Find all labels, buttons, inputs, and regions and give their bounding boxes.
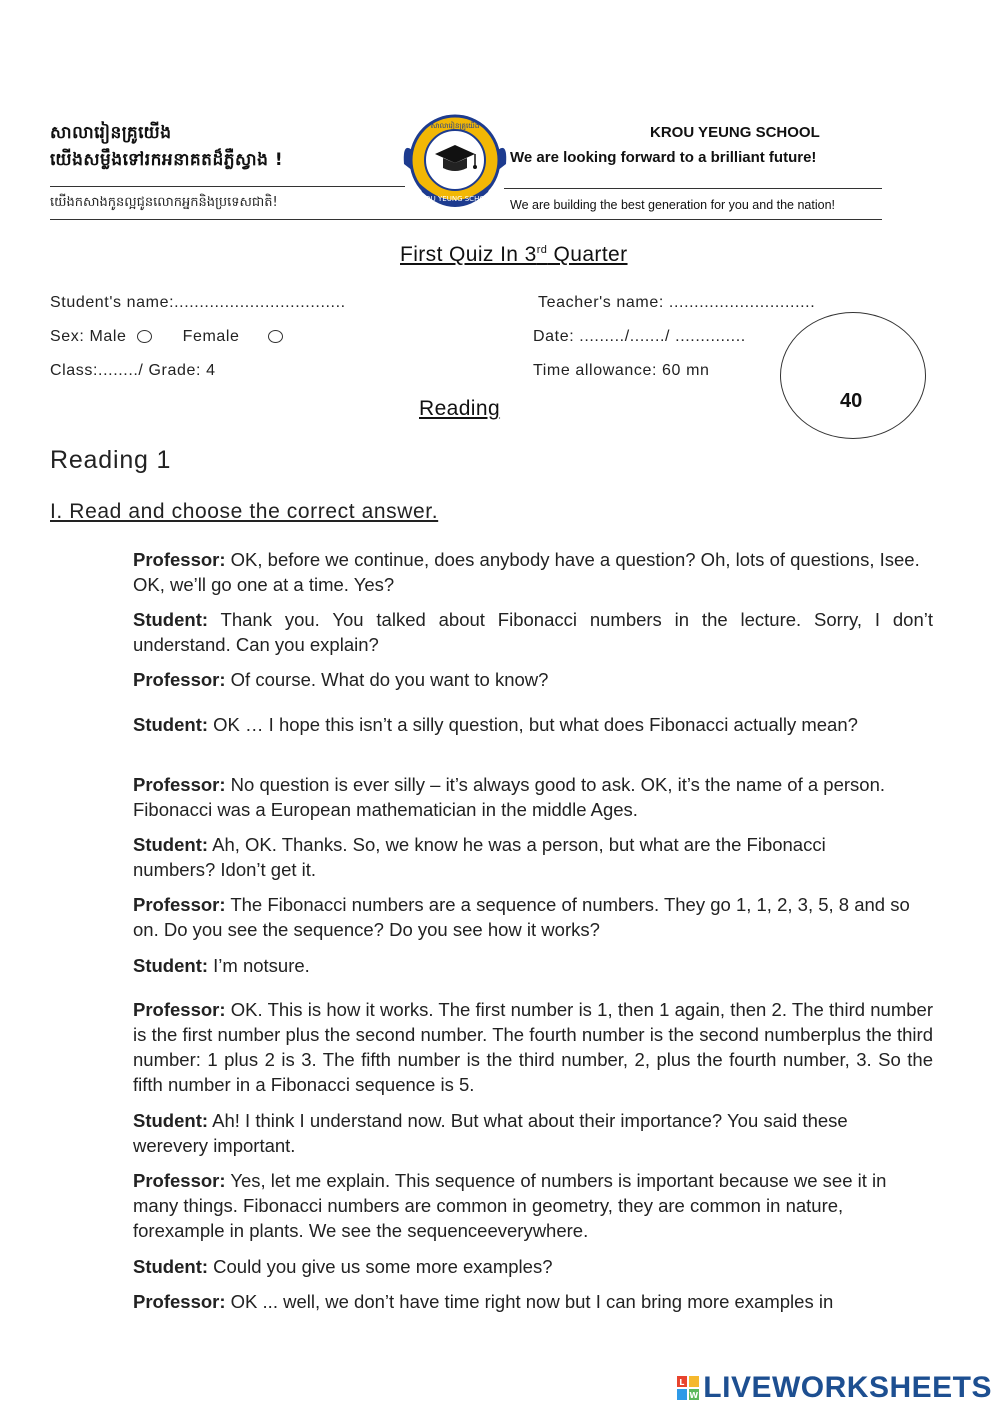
section-title: Reading [419,397,501,420]
instruction: I. Read and choose the correct answer. [50,500,439,523]
dialogue-line [133,772,903,822]
logo-ring-text-bottom: KROU YEUNG SCHOOL [415,195,495,203]
speaker-label: Professor: [133,1170,226,1191]
dialogue-line [133,1168,923,1243]
dialogue-text: No question is ever silly – it’s always good to ask. OK, it’s the name of a person. Fibonacci was a European mathematician in the middle Ages. [133,774,886,820]
speaker-label: Student: [133,714,209,735]
school-name-khmer: សាលារៀនគ្រូយើង [50,123,172,143]
dialogue-text: Of course. What do you want to know? [225,669,549,690]
dialogue-text: Thank you. You talked about Fibonacci numbers in the lecture. Sorry, I don’t understand. Can you explain? [133,609,933,655]
dialogue-line [133,1254,933,1279]
speaker-label: Professor: [133,774,226,795]
dialogue-text: OK … I hope this isn’t a silly question, but what does Fibonacci actually mean? [208,714,858,735]
dialogue-line [133,953,933,978]
header-divider-left [50,186,405,187]
female-radio[interactable] [268,330,283,343]
dialogue-line [133,832,903,882]
class-grade-field[interactable]: Class:......../ Grade: 4 [50,362,216,379]
speaker-label: Professor: [133,1291,226,1312]
dialogue-line [133,712,873,737]
sex-field [50,328,283,346]
header-divider-right [504,188,882,189]
dialogue-line [133,997,933,1097]
reading-heading: Reading 1 [50,446,172,474]
sex-male-label: Sex: Male [50,328,127,345]
speaker-label: Student: [133,609,209,630]
quiz-title [400,243,628,267]
quiz-title-superscript: rd [536,244,548,256]
speaker-label: Student: [133,1110,209,1131]
dialogue-text: The Fibonacci numbers are a sequence of numbers. They go 1, 1, 2, 3, 5, 8 and so on. Do you see the sequence? Do you see how it works? [133,894,910,940]
dialogue-line [133,892,923,942]
teacher-name-field[interactable]: Teacher's name: ............................. [538,294,816,311]
liveworksheets-watermark [677,1371,992,1405]
school-motto-english: We are looking forward to a brilliant future! [510,149,817,166]
dialogue-line [133,1108,903,1158]
watermark-text: LIVEWORKSHEETS [703,1371,992,1404]
dialogue-line [133,667,933,692]
dialogue-text: OK, before we continue, does anybody have a question? Oh, lots of questions, Isee. OK, we’ll go one at a time. Yes? [133,549,920,595]
time-allowance: Time allowance: 60 mn [533,362,710,379]
dialogue-text: Could you give us some more examples? [208,1256,553,1277]
quiz-title-text: First Quiz In 3 [400,243,537,266]
score-circle [780,312,926,439]
male-radio[interactable] [137,330,152,343]
dialogue-text: Ah, OK. Thanks. So, we know he was a person, but what are the Fibonacci numbers? Idon’t get it. [133,834,826,880]
school-logo [400,108,510,213]
quiz-title-suffix: Quarter [547,243,628,266]
dialogue-text: Ah! I think I understand now. But what about their importance? You said these werevery important. [133,1110,848,1156]
school-slogan-khmer: យើងកសាងកូនល្អជូនលោកអ្នកនិងប្រទេសជាតិ! [50,195,278,210]
speaker-label: Professor: [133,669,226,690]
total-score: 40 [840,390,863,412]
logo-ring-text-top: សាលារៀនគ្រូយើង [430,122,480,130]
dialogue-line [133,1289,933,1314]
liveworksheets-logo-icon [677,1376,699,1400]
logo-badge-letter: L [679,1378,686,1387]
school-name-english: KROU YEUNG SCHOOL [650,124,820,141]
logo-badge-letter: W [689,1391,699,1400]
speaker-label: Student: [133,955,209,976]
speaker-label: Professor: [133,894,226,915]
speaker-label: Professor: [133,999,226,1020]
school-slogan-english: We are building the best generation for you and the nation! [510,198,835,212]
date-field[interactable]: Date: ........./......./ .............. [533,328,746,345]
dialogue-line [133,547,933,597]
dialogue-text: OK ... well, we don’t have time right now but I can bring more examples in [225,1291,834,1312]
student-name-field[interactable]: Student's name:.................................. [50,294,346,311]
sex-female-label: Female [182,328,240,345]
school-motto-khmer: យើងសម្លឹងទៅរកអនាគតដ៏ភ្លឺស្វាង ! [50,150,284,170]
speaker-label: Professor: [133,549,226,570]
dialogue-text: OK. This is how it works. The first number is 1, then 1 again, then 2. The third number is the first number plus the second number. The fourth number is the second numberplus the third number: 1 plus 2 is 3. The fifth number is the third number, 2, plus the fourth number, 3. So the fifth number in a Fibonacci sequence is 5. [133,999,933,1095]
header-divider-bottom [50,219,882,220]
speaker-label: Student: [133,834,209,855]
dialogue-line [133,607,933,657]
speaker-label: Student: [133,1256,209,1277]
dialogue-text: I’m notsure. [208,955,310,976]
dialogue-text: Yes, let me explain. This sequence of numbers is important because we see it in many things. Fibonacci numbers are common in geometry, they are common in nature, forexample in plants. We see the sequenceeverywhere. [133,1170,887,1241]
